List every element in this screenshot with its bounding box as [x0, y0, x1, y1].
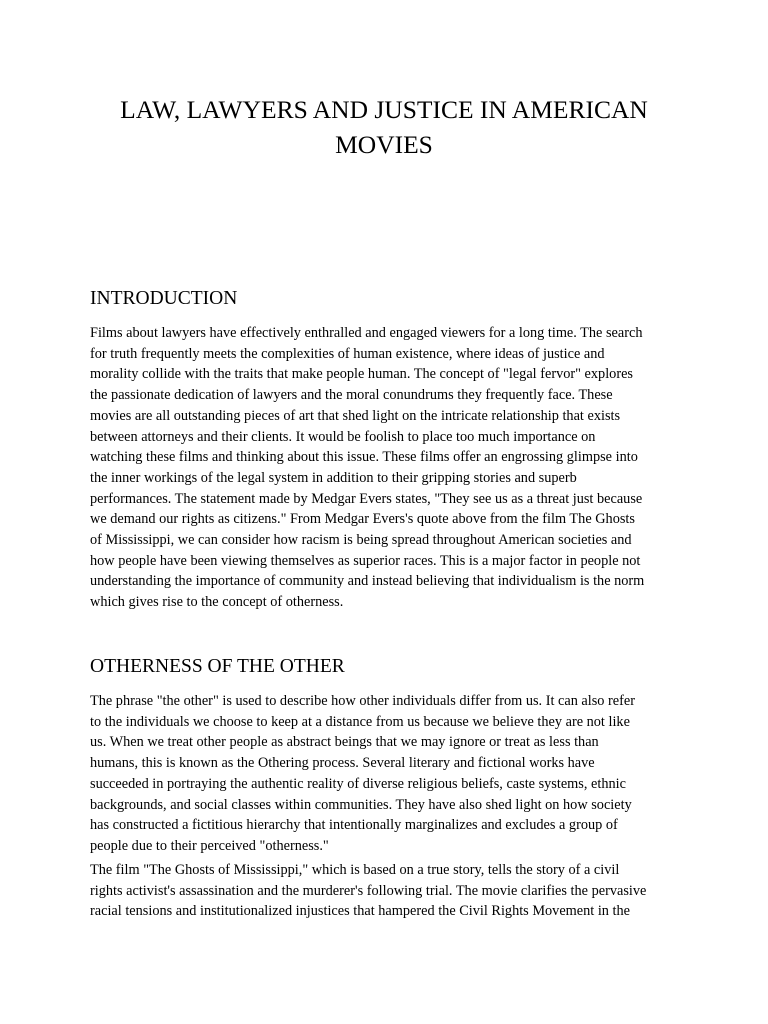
- paragraph-line: which gives rise to the concept of otherness.: [90, 594, 344, 611]
- document-title: [90, 92, 678, 162]
- paragraph-line: succeeded in portraying the authentic reality of diverse religious beliefs, caste systems, ethnic: [90, 775, 626, 792]
- paragraph-line: backgrounds, and social classes within communities. They have also shed light on how society: [90, 796, 632, 813]
- paragraph-line: morality collide with the traits that make people human. The concept of "legal fervor" explores: [90, 366, 633, 383]
- section-heading-introduction: INTRODUCTION: [90, 288, 238, 309]
- paragraph-line: between attorneys and their clients. It would be foolish to place too much importance on: [90, 428, 596, 445]
- paragraph-line: we demand our rights as citizens." From Medgar Evers's quote above from the film The Ghosts: [90, 511, 635, 528]
- paragraph-otherness-1: [90, 691, 635, 857]
- paragraph-line: how people have been viewing themselves as superior races. This is a major factor in people not: [90, 552, 641, 569]
- paragraph-line: the inner workings of the legal system in addition to their gripping stories and superb: [90, 469, 577, 486]
- paragraph-line: rights activist's assassination and the murderer's following trial. The movie clarifies the pervasive: [90, 882, 647, 899]
- paragraph-line: racial tensions and institutionalized injustices that hampered the Civil Rights Movement in the: [90, 903, 631, 920]
- paragraph-line: performances. The statement made by Medgar Evers states, "They see us as a threat just because: [90, 490, 643, 507]
- paragraph-introduction: [90, 323, 644, 613]
- paragraph-line: movies are all outstanding pieces of art that shed light on the intricate relationship that exists: [90, 407, 621, 424]
- paragraph-line: The film "The Ghosts of Mississippi," which is based on a true story, tells the story of a civil: [90, 862, 620, 878]
- paragraph-line: humans, this is known as the Othering process. Several literary and fictional works have: [90, 755, 595, 772]
- paragraph-line: The phrase "the other" is used to describe how other individuals differ from us. It can also refer: [90, 693, 635, 709]
- paragraph-line: the passionate dedication of lawyers and the moral conundrums they frequently face. These: [90, 387, 613, 404]
- paragraph-line: to the individuals we choose to keep at a distance from us because we believe they are not like: [90, 713, 630, 730]
- title-line: MOVIES: [335, 130, 433, 159]
- paragraph-line: has constructed a fictitious hierarchy that intentionally marginalizes and excludes a group of: [90, 817, 618, 834]
- paragraph-line: us. When we treat other people as abstract beings that we may ignore or treat as less than: [90, 734, 599, 751]
- paragraph-line: for truth frequently meets the complexities of human existence, where ideas of justice and: [90, 345, 605, 362]
- paragraph-line: of Mississippi, we can consider how racism is being spread throughout American societies and: [90, 532, 632, 549]
- paragraph-otherness-2: [90, 860, 646, 922]
- paragraph-line: people due to their perceived "otherness.": [90, 837, 329, 854]
- paragraph-line: understanding the importance of community and instead believing that individualism is the norm: [90, 573, 645, 590]
- title-line: LAW, LAWYERS AND JUSTICE IN AMERICAN: [120, 95, 648, 124]
- section-heading-otherness: OTHERNESS OF THE OTHER: [90, 656, 345, 677]
- paragraph-line: Films about lawyers have effectively enthralled and engaged viewers for a long time. The search: [90, 325, 643, 341]
- paragraph-line: watching these films and thinking about this issue. These films offer an engrossing glimpse into: [90, 449, 638, 466]
